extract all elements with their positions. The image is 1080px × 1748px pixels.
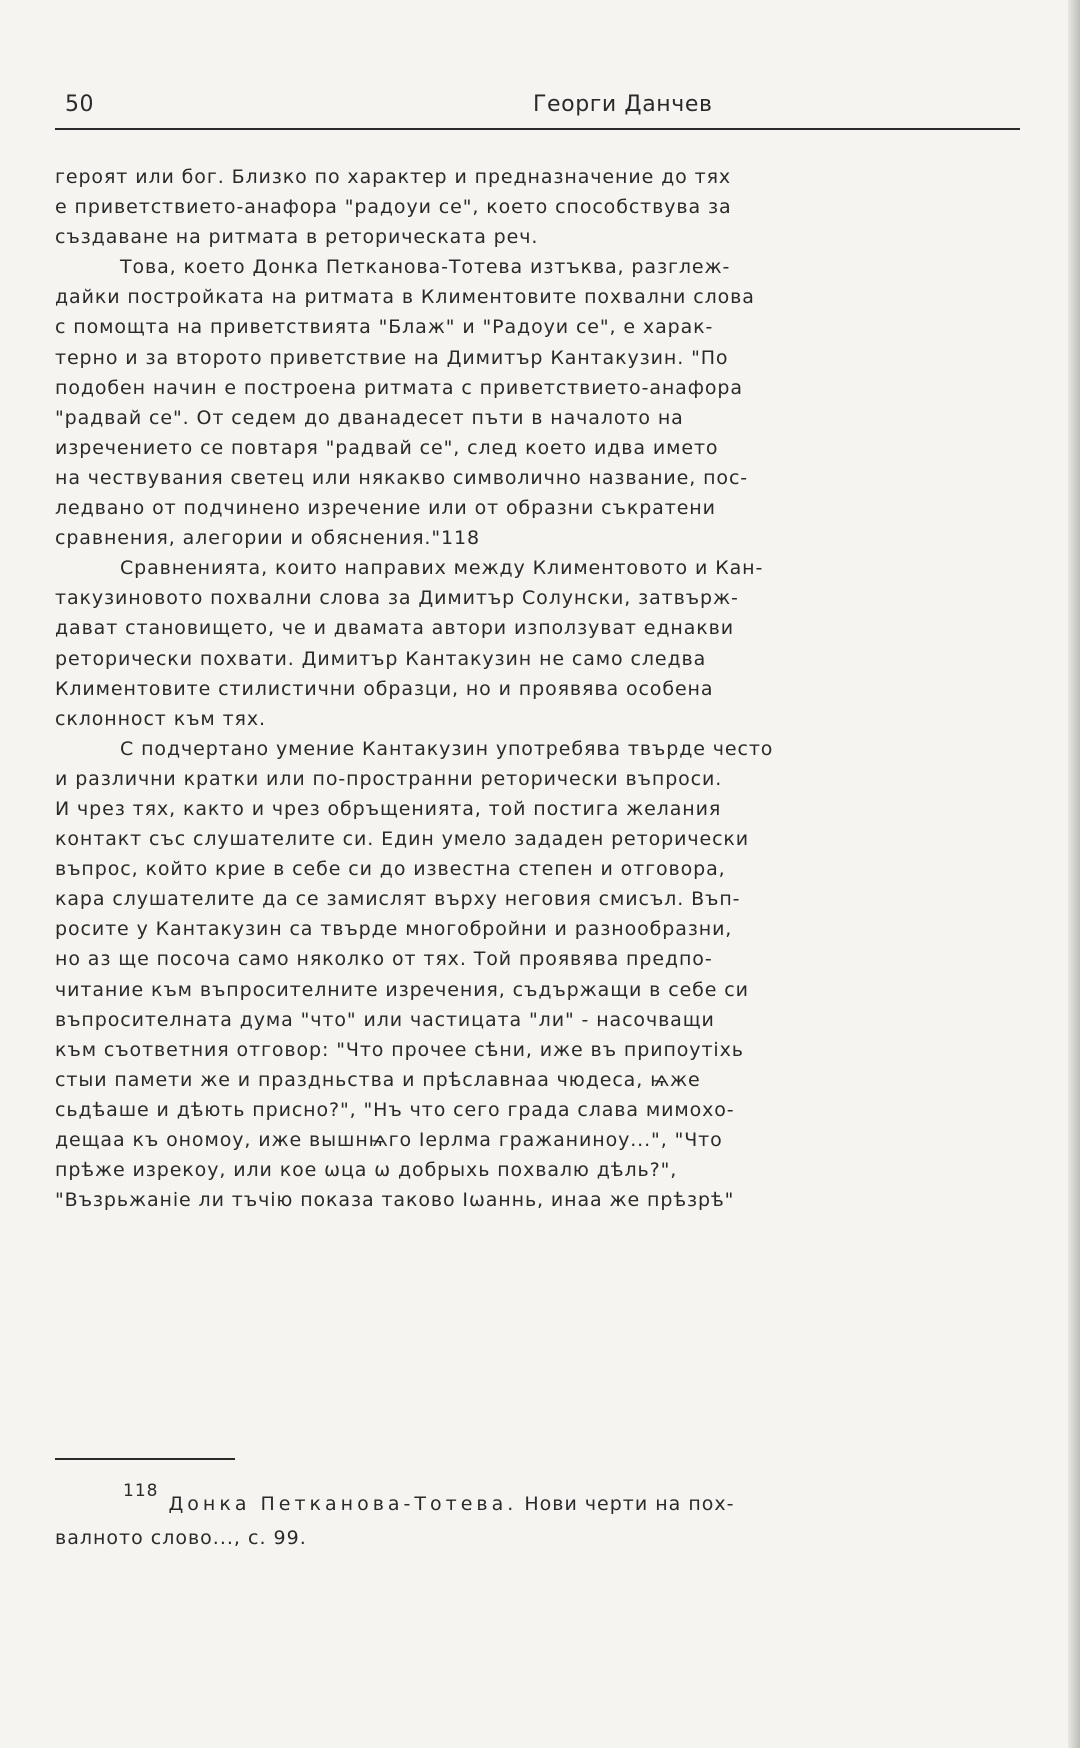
text-line: създаване на ритмата в реторическата реч. — [55, 226, 539, 249]
text-line: сравнения, алегории и обяснения."118 — [55, 527, 480, 550]
text-line: към съответния отговор: "Что прочее сѣни, иже въ припоутіхь — [55, 1038, 744, 1061]
text-line: сьдѣаше и дѣють присно?", "Нъ что сего града слава мимохо- — [55, 1098, 735, 1121]
text-line: въпросителната дума "что" или частицата "ли" - насочващи — [55, 1008, 715, 1031]
text-line: С подчертано умение Кантакузин употребява твърде често — [120, 737, 774, 760]
text-line: Климентовите стилистични образци, но и проявява особена — [55, 677, 714, 700]
text-line: "Възрьжаніе ли тъчію показа таково Іѡаннь, инаа же прѣзрѣ" — [55, 1189, 735, 1212]
text-line: героят или бог. Близко по характер и предназначение до тях — [55, 166, 732, 188]
text-line: контакт със слушателите си. Един умело зададен реторически — [55, 828, 750, 851]
page-edge-shadow — [1068, 0, 1080, 1748]
text-line: Сравненията, които направих между Климентовото и Кан- — [120, 557, 764, 580]
page-header — [55, 92, 1020, 130]
text-line: е приветствието-анафора "радоуи се", което способствува за — [55, 196, 732, 219]
text-line: дещаа къ ономоу, иже вышнѩго Іерлма гражаниноу...", "Что — [55, 1129, 723, 1151]
text-line: терно и за второто приветствие на Димитър Кантакузин. "По — [55, 346, 729, 369]
text-line: на чествувания светец или някакво символично название, пос- — [55, 466, 749, 489]
page-number: 50 — [65, 92, 94, 117]
text-line: такузиновото похвални слова за Димитър Солунски, затвърж- — [55, 587, 739, 610]
text-line: изречението се повтаря "радвай се", след което идва името — [55, 436, 719, 459]
text-line: кара слушателите да се замислят върху неговия смисъл. Въп- — [55, 888, 741, 911]
footnote-line-1 — [55, 1474, 1015, 1521]
text-line: читание към въпросителните изречения, съдържащи в себе си — [55, 978, 749, 1001]
text-line: но аз ще посоча само няколко от тях. Той проявява предпо- — [55, 948, 713, 971]
footnote-line-2: валното слово..., с. 99. — [55, 1527, 307, 1549]
footnote-author: Донка Петканова-Тотева. — [168, 1493, 518, 1515]
body-text — [55, 162, 1015, 1215]
text-line: прѣже изрекоу, или кое ѡца ѡ добрыхь похвалю дѣль?", — [55, 1159, 678, 1182]
footnote-title: Нови черти на пох- — [524, 1493, 735, 1515]
text-line: дайки постройката на ритмата в Климентовите похвални слова — [55, 286, 755, 309]
text-line: дават становището, че и двамата автори използуват еднакви — [55, 617, 735, 640]
footnote — [55, 1474, 1015, 1555]
footnote-number: 118 — [123, 1481, 159, 1501]
running-head: Георги Данчев — [533, 92, 713, 117]
text-line: въпрос, който крие в себе си до известна степен и отговора, — [55, 858, 726, 881]
text-line: и различни кратки или по-пространни реторически въпроси. — [55, 767, 723, 790]
text-line: И чрез тях, както и чрез обръщенията, той постига желания — [55, 797, 722, 820]
text-line: реторически похвати. Димитър Кантакузин не само следва — [55, 647, 707, 670]
text-line: склонност към тях. — [55, 707, 266, 730]
text-line: росите у Кантакузин са твърде многобройни и разнообразни, — [55, 918, 733, 941]
text-line: стыи памети же и праздньства и прѣславнаа чюдеса, ѩже — [55, 1068, 701, 1091]
text-line: Това, което Донка Петканова-Тотева изтъква, разглеж- — [120, 256, 731, 279]
text-line: ледвано от подчинено изречение или от образни съкратени — [55, 497, 716, 520]
text-line: с помощта на приветствията "Блаж" и "Радоуи се", е харак- — [55, 316, 714, 339]
text-line: "радвай се". От седем до дванадесет пъти в началото на — [55, 406, 684, 429]
footnote-separator — [55, 1458, 235, 1460]
text-line: подобен начин е построена ритмата с приветствието-анафора — [55, 376, 743, 399]
